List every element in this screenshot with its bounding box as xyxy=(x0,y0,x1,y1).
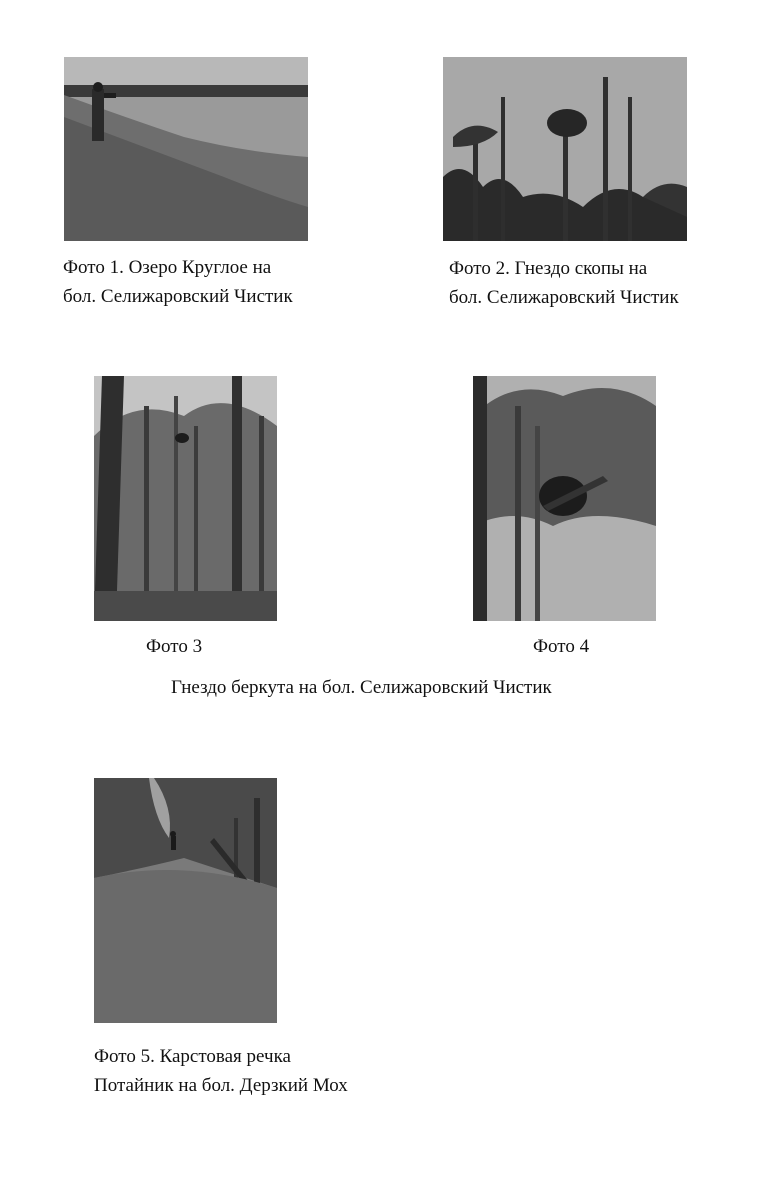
caption-line: бол. Селижаровский Чистик xyxy=(449,287,679,308)
caption-line: Фото 5. Карстовая речка xyxy=(94,1046,291,1067)
caption-line: Фото 4 xyxy=(533,636,590,657)
caption-line: Фото 2. Гнездо скопы на xyxy=(449,258,648,279)
photo-2-osprey-nest xyxy=(443,57,687,241)
photo-4-caption xyxy=(533,632,589,661)
photo-3-golden-eagle-nest xyxy=(94,376,277,621)
photo-5-caption xyxy=(94,1042,348,1100)
photo-1-lake xyxy=(64,57,308,241)
caption-line: бол. Селижаровский Чистик xyxy=(63,286,293,307)
caption-line: Потайник на бол. Дерзкий Мох xyxy=(94,1075,348,1096)
photo-1-caption xyxy=(63,253,293,311)
photo-2-caption xyxy=(449,254,679,312)
photo-3-caption xyxy=(146,632,202,661)
photo-4-golden-eagle-nest xyxy=(473,376,656,621)
caption-line: Фото 3 xyxy=(146,636,203,657)
photo-5-karst-stream xyxy=(94,778,277,1023)
photos-3-4-shared-caption: Гнездо беркута на бол. Селижаровский Чистик xyxy=(171,677,552,698)
caption-line: Фото 1. Озеро Круглое на xyxy=(63,257,272,278)
